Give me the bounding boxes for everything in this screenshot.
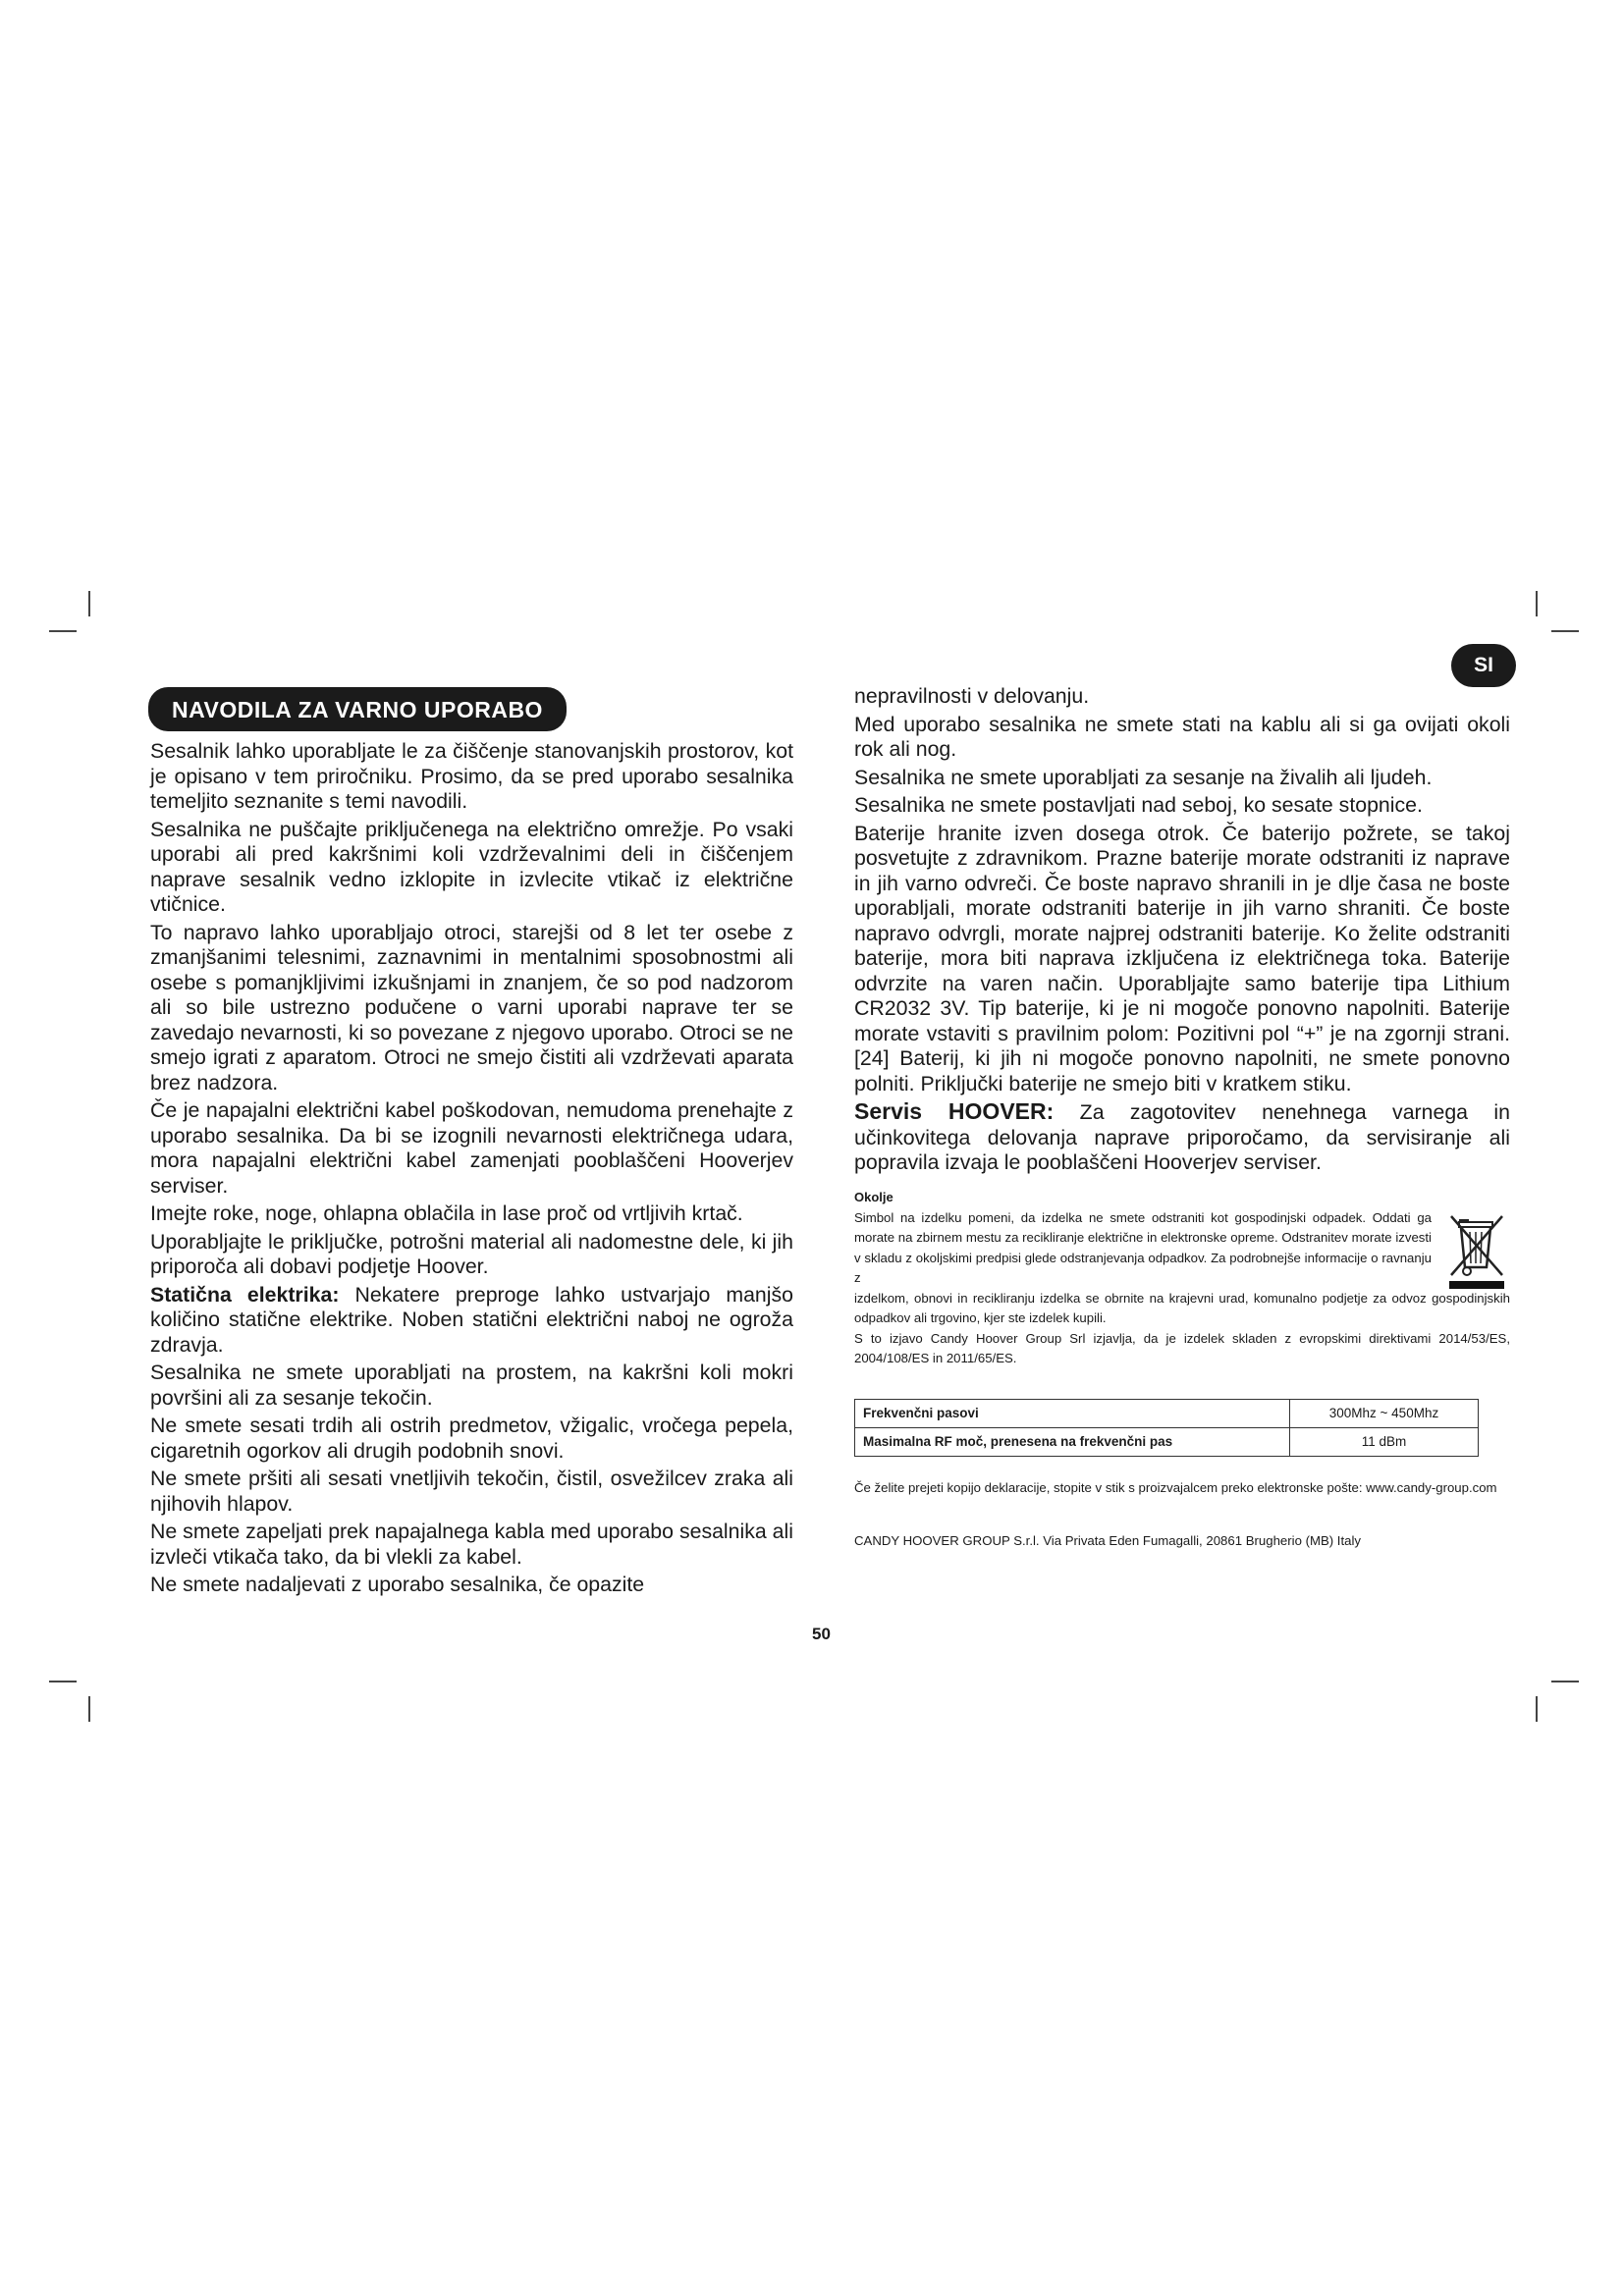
crop-mark xyxy=(1536,591,1538,616)
crop-mark xyxy=(49,1681,77,1682)
paragraph: Ne smete zapeljati prek napajalnega kabla med uporabo sesalnika ali izvleči vtikača tako, da bi vlekli za kabel. xyxy=(150,1520,793,1569)
right-column xyxy=(854,684,1510,1552)
service-paragraph xyxy=(854,1099,1510,1176)
table-cell-value: 11 dBm xyxy=(1290,1427,1479,1456)
paragraph: To napravo lahko uporabljajo otroci, starejši od 8 let ter osebe z zmanjšanimi telesnimi, zaznavnimi in mentalnimi sposobnostmi ali osebe s pomanjkljivimi izkušnjami in znanjem, če so pod nadzorom ali so bile ustrezno podučene o varni uporabi naprave ter se zavedajo nevarnosti, ki so povezane z njegovo uporabo. Otroci se ne smejo igrati z aparatom. Otroci ne smejo čistiti ali vzdrževati aparata brez nadzora. xyxy=(150,920,793,1095)
left-paragraphs xyxy=(150,739,793,1280)
paragraph: Ne smete nadaljevati z uporabo sesalnika, če opazite xyxy=(150,1573,645,1596)
company-address: CANDY HOOVER GROUP S.r.l. Via Privata Eden Fumagalli, 20861 Brugherio (MB) Italy xyxy=(854,1533,1361,1548)
crop-mark xyxy=(88,591,90,616)
service-label: Servis HOOVER: xyxy=(854,1098,1055,1124)
weee-crossed-bin-icon xyxy=(1445,1210,1508,1291)
section-title: NAVODILA ZA VARNO UPORABO xyxy=(150,689,565,729)
table-row xyxy=(855,1399,1479,1427)
right-paragraphs xyxy=(854,684,1510,1096)
crop-mark xyxy=(1551,630,1579,632)
paragraph: Sesalnik lahko uporabljate le za čiščenje stanovanjskih prostorov, kot je opisano v tem priročniku. Prosimo, da se pred uporabo sesalnika temeljito seznanite s temi navodili. xyxy=(150,739,793,813)
table-cell-label: Masimalna RF moč, prenesena na frekvenčni pas xyxy=(855,1427,1290,1456)
table-row xyxy=(855,1427,1479,1456)
paragraph: Baterije hranite izven dosega otrok. Če baterijo požrete, se takoj posvetujte z zdravnikom. Prazne baterije morate odstraniti iz naprave in jih varno odvreči. Če boste napravo shranili in je dlje časa ne boste uporabljali, morate odstraniti baterije in jih varno shraniti. Če boste napravo odvrgli, morate najprej odstraniti baterije. Ko želite odstraniti baterije, mora biti naprava izključena iz električnega toka. Baterije odvrzite na varen način. Uporabljajte samo baterije tipa Lithium CR2032 3V. Tip baterije, ki je ni mogoče ponovno napolniti. Baterije morate vstaviti s pravilnim polom: Pozitivni pol “+” je na zgornji strani. [24] Baterij, ki jih ni mogoče ponovno napolniti, ne smete ponovno polniti. Priključki baterije ne smejo biti v kratkem stiku. xyxy=(854,821,1510,1095)
frequency-table xyxy=(854,1399,1479,1457)
paragraph: Sesalnika ne smete uporabljati za sesanje na živalih ali ljudeh. xyxy=(854,765,1433,789)
paragraph: Sesalnika ne smete uporabljati na prostem, na kakršni koli mokri površini ali za sesanje tekočin. xyxy=(150,1361,793,1410)
declaration-text: S to izjavo Candy Hoover Group Srl izjavlja, da je izdelek skladen z evropskimi direktivami 2014/53/ES, 2004/108/ES in 2011/65/ES. xyxy=(854,1330,1510,1365)
environment-title: Okolje xyxy=(854,1189,893,1204)
paragraph: Če je napajalni električni kabel poškodovan, nemudoma prenehajte z uporabo sesalnika. Da bi se izognili nevarnosti električnega udara, mora napajalni električni kabel zamenjati pooblaščeni Hooverjev serviser. xyxy=(150,1098,793,1198)
paragraph: Ne smete sesati trdih ali ostrih predmetov, vžigalic, vročega pepela, cigaretnih ogorkov ali drugih podobnih snovi. xyxy=(150,1414,793,1463)
left-column xyxy=(150,689,793,1601)
table-cell-label: Frekvenčni pasovi xyxy=(855,1399,1290,1427)
environment-text-wrapped: Simbol na izdelku pomeni, da izdelka ne smete odstraniti kot gospodinjski odpadek. Oddati ga morate na zbirnem mestu za recikliranje električne in elektronske opreme. Odstranitev morate izvesti v skladu z okoljskimi predpisi glede odstranjevanja odpadkov. Za podrobnejše informacije o ravnanju z xyxy=(854,1209,1432,1285)
static-text: Nekatere preproge lahko ustvarjajo manjšo količino statične elektrike. Noben statični električni naboj ne ogroža zdravja. xyxy=(150,1282,793,1357)
table-cell-value: 300Mhz ~ 450Mhz xyxy=(1290,1399,1479,1427)
static-electricity-paragraph xyxy=(150,1283,793,1359)
paragraph: Uporabljajte le priključke, potrošni material ali nadomestne dele, ki jih priporoča ali dobavi podjetje Hoover. xyxy=(150,1229,793,1278)
language-badge: SI xyxy=(1451,644,1516,687)
paragraph: Sesalnika ne smete postavljati nad seboj, ko sesate stopnice. xyxy=(854,793,1423,817)
paragraph: Med uporabo sesalnika ne smete stati na kablu ali si ga ovijati okoli rok ali nog. xyxy=(854,712,1510,761)
paragraph: Imejte roke, noge, ohlapna oblačila in lase proč od vrtljivih krtač. xyxy=(150,1201,743,1225)
left-paragraphs-2 xyxy=(150,1361,793,1598)
paragraph: Ne smete pršiti ali sesati vnetljivih tekočin, čistil, osvežilcev zraka ali njihovih hlapov. xyxy=(150,1467,793,1516)
crop-mark xyxy=(1551,1681,1579,1682)
static-label: Statična elektrika: xyxy=(150,1282,340,1307)
paragraph: nepravilnosti v delovanju. xyxy=(854,684,1090,708)
copy-note: Če želite prejeti kopijo deklaracije, stopite v stik s proizvajalcem preko elektronske pošte: www.candy-group.com xyxy=(854,1479,1497,1495)
environment-text-full: izdelkom, obnovi in recikliranju izdelka se obrnite na krajevni urad, komunalno podjetje za odvoz gospodinjskih odpadkov ali trgovino, kjer ste izdelek kupili. xyxy=(854,1290,1510,1325)
environment-block xyxy=(854,1208,1510,1369)
crop-mark xyxy=(49,630,77,632)
service-text: Za zagotovitev nenehnega varnega in učinkovitega delovanja naprave priporočamo, da servisiranje ali popravila izvaja le pooblaščeni Hooverjev serviser. xyxy=(854,1100,1510,1174)
crop-mark xyxy=(88,1696,90,1722)
paragraph: Sesalnika ne puščajte priključenega na električno omrežje. Po vsaki uporabi ali pred kakršnimi koli vzdrževalnimi deli in čiščenjem naprave sesalnik vedno izklopite in izvlecite vtikač iz električne vtičnice. xyxy=(150,817,793,916)
page-number: 50 xyxy=(812,1625,831,1643)
crop-mark xyxy=(1536,1696,1538,1722)
